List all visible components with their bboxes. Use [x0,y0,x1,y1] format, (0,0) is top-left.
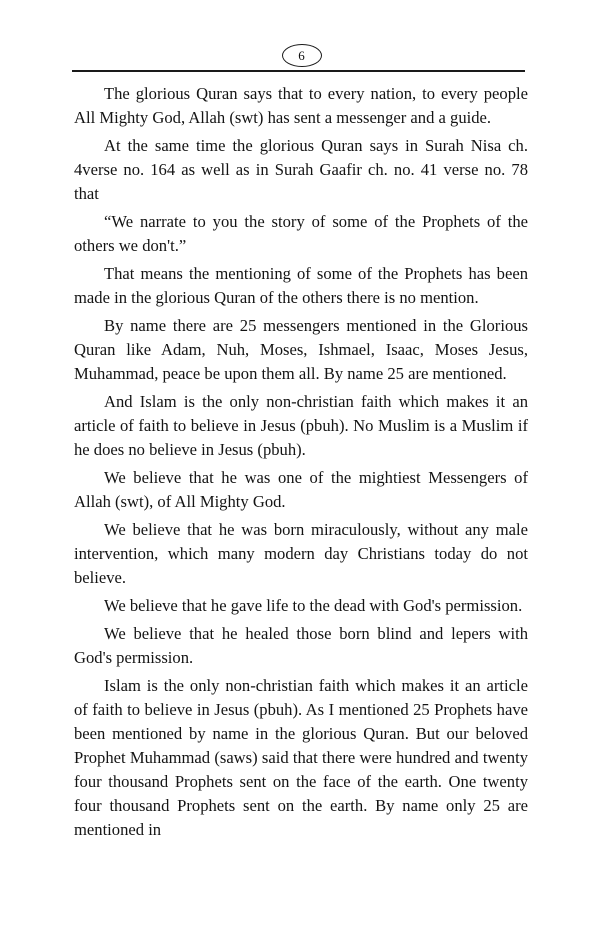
body-paragraph: And Islam is the only non-christian faith which makes it an article of faith to believe in Jesus (pbuh). No Muslim is a Muslim if he does no believe in Jesus (pbuh). [74,392,528,459]
body-paragraph: We believe that he was born miraculously, without any male intervention, which many modern day Christians today do not believe. [74,520,528,587]
body-paragraph: By name there are 25 messengers mentioned in the Glorious Quran like Adam, Nuh, Moses, Ishmael, Isaac, Moses Jesus, Muhammad, peace be upon them all. By name 25 are mentioned. [74,316,528,383]
body-paragraph: We believe that he healed those born blind and lepers with God's permission. [74,624,528,667]
page-number-badge [282,44,322,67]
header-divider-rule [72,70,525,72]
body-text-column [74,82,528,842]
page-header [0,0,603,78]
body-paragraph: We believe that he was one of the mightiest Messengers of Allah (swt), of All Mighty God. [74,468,528,511]
body-paragraph: At the same time the glorious Quran says in Surah Nisa ch. 4verse no. 164 as well as in Surah Gaafir ch. no. 41 verse no. 78 that [74,136,528,203]
body-paragraph: The glorious Quran says that to every nation, to every people All Mighty God, Allah (swt) has sent a messenger and a guide. [74,84,528,127]
body-paragraph: We believe that he gave life to the dead with God's permission. [104,596,523,615]
body-paragraph: That means the mentioning of some of the Prophets has been made in the glorious Quran of the others there is no mention. [74,264,528,307]
body-paragraph: Islam is the only non-christian faith which makes it an article of faith to believe in Jesus (pbuh). As I mentioned 25 Prophets have been mentioned by name in the glorious Quran. But our beloved Prophet Muhammad (saws) said that there were hundred and twenty four thousand Prophets sent on the face of the earth. One twenty four thousand Prophets sent on the earth. By name only 25 are mentioned in [74,676,528,839]
page-number-label: 6 [298,48,305,63]
body-paragraph-quotation: “We narrate to you the story of some of the Prophets of the others we don't.” [74,212,528,255]
